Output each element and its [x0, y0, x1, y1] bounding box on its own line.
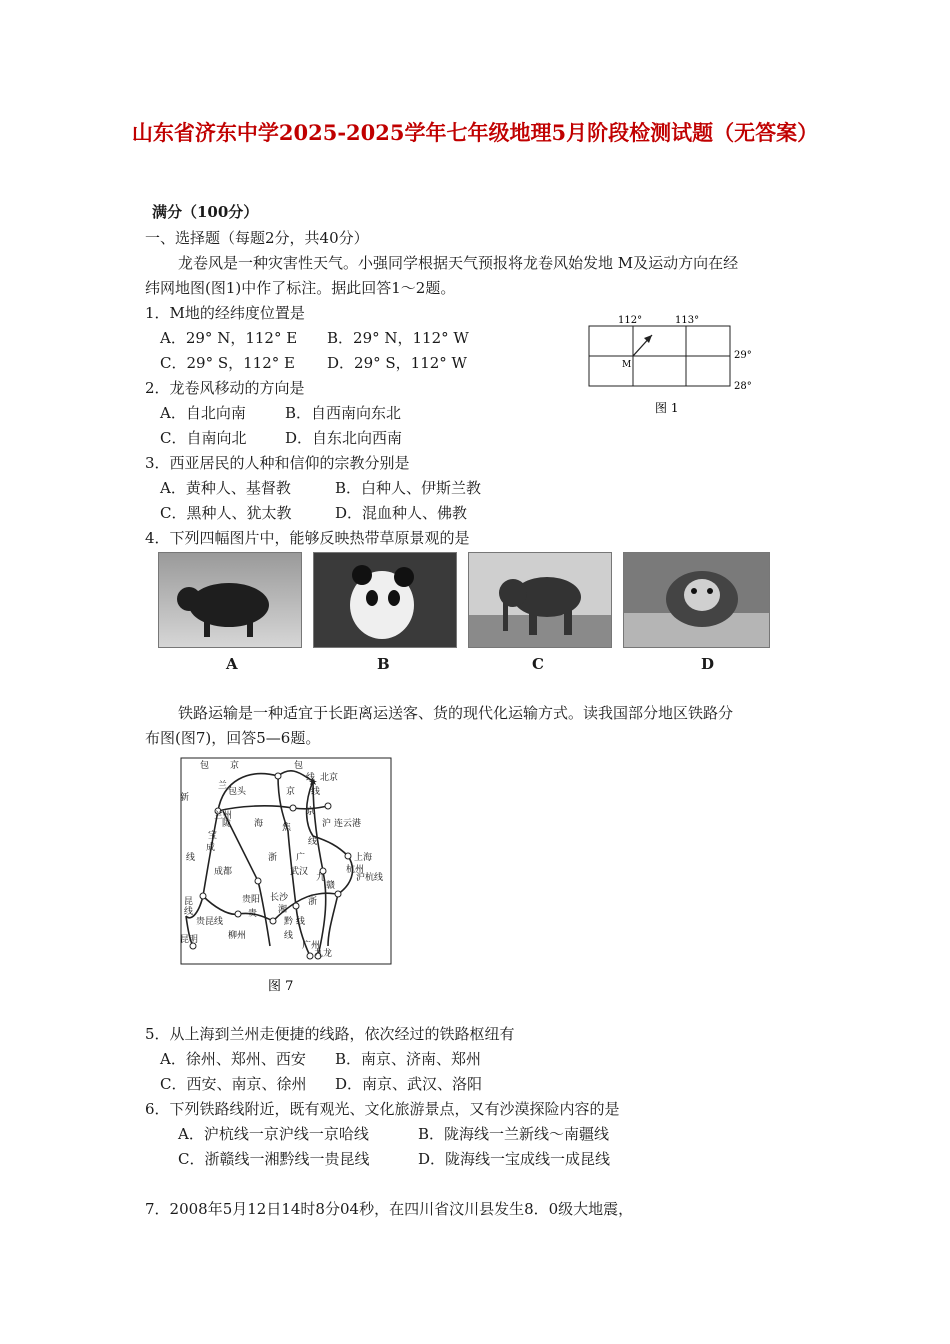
- q1-option-b: B．29° N，112° W: [327, 329, 469, 347]
- fig7-label: 线: [311, 787, 321, 797]
- fig7-label: 包头: [228, 787, 247, 797]
- q6-stem: 6．下列铁路线附近，既有观光、文化旅游景点，又有沙漠探险内容的是: [145, 1100, 620, 1118]
- q5-option-d: D．南京、武汉、洛阳: [335, 1075, 483, 1093]
- q1-option-a: A．29° N，112° E: [160, 329, 298, 347]
- fig7-label: 武汉: [290, 867, 309, 877]
- fig7-label: 柳州: [228, 931, 247, 941]
- photo-d-tiger: [623, 552, 770, 648]
- intro-line-1: 龙卷风是一种灾害性天气。小强同学根据天气预报将龙卷风始发地 M及运动方向在经: [178, 254, 739, 272]
- q3-option-d: D．混血种人、佛教: [335, 504, 468, 522]
- fig1-caption: 图 1: [655, 401, 679, 415]
- fig7-caption: 图 7: [268, 979, 294, 994]
- fig7-label: 九: [316, 873, 326, 883]
- fig1-lat-29: 29°: [734, 350, 752, 361]
- q2-option-d: D．自东北向西南: [285, 429, 403, 447]
- figure-7-railway-map: [178, 756, 394, 996]
- q1-option-c: C．29° S，112° E: [160, 354, 295, 372]
- fig7-label: 包: [294, 761, 304, 771]
- fig7-label: 线: [184, 907, 194, 917]
- document-title: 山东省济东中学2025-2025学年七年级地理5月阶段检测试题（无答案）: [131, 120, 819, 145]
- fig7-label: 线: [296, 917, 306, 927]
- fig7-label: 成都: [214, 867, 233, 877]
- q6-option-d: D．陇海线一宝成线一成昆线: [418, 1150, 611, 1168]
- intro2-line-2: 布图(图7)，回答5—6题。: [145, 729, 321, 747]
- fig7-label: 沪杭线: [356, 873, 384, 883]
- fig7-label: 广州: [302, 941, 321, 951]
- fig7-label: 湘: [278, 905, 288, 915]
- q2-option-a: A．自北向南: [160, 404, 246, 422]
- q3-option-c: C．黑种人、犹太教: [160, 504, 292, 522]
- fig7-label: 兰: [218, 781, 228, 791]
- fig1-lon-113: 113°: [675, 315, 700, 326]
- q6-option-c: C．浙赣线一湘黔线一贵昆线: [178, 1150, 370, 1168]
- q6-option-b: B．陇海线一兰新线～南疆线: [418, 1125, 610, 1143]
- fig7-label: 京: [306, 807, 316, 817]
- photo-label-c: C: [532, 655, 544, 673]
- fig1-lat-28: 28°: [734, 381, 752, 392]
- fig7-label: 北京: [320, 773, 339, 783]
- fig7-label: 九龙: [314, 949, 333, 959]
- q3-option-b: B．白种人、伊斯兰教: [335, 479, 482, 497]
- fig7-label: 浙: [268, 853, 278, 863]
- q5-option-b: B．南京、济南、郑州: [335, 1050, 482, 1068]
- fig7-label: 线: [308, 837, 318, 847]
- q4-stem: 4．下列四幅图片中，能够反映热带草原景观的是: [145, 529, 470, 547]
- full-score: 满分（100分）: [152, 203, 259, 221]
- q5-stem: 5．从上海到兰州走便捷的线路，依次经过的铁路枢纽有: [145, 1025, 515, 1043]
- fig7-label: 兰州: [214, 811, 233, 821]
- fig7-label: 海: [254, 819, 264, 829]
- intro-line-2: 纬网地图(图1)中作了标注。据此回答1～2题。: [145, 279, 456, 297]
- fig7-label: 连云港: [334, 819, 362, 829]
- section-heading: 一、选择题（每题2分，共40分）: [145, 229, 369, 247]
- fig7-label: 贵昆线: [196, 917, 224, 927]
- fig7-label: 成: [206, 843, 216, 853]
- fig7-label: 陇: [222, 819, 232, 829]
- photo-label-d: D: [701, 655, 715, 673]
- fig7-label: 宝: [208, 831, 218, 841]
- intro2-line-1: 铁路运输是一种适宜于长距离运送客、货的现代化运输方式。读我国部分地区铁路分: [178, 704, 734, 722]
- fig7-label: 上海: [354, 853, 373, 863]
- photo-label-a: A: [226, 655, 238, 673]
- fig7-label: 长沙: [270, 893, 289, 903]
- photo-label-b: B: [377, 655, 390, 673]
- fig7-label: 焦: [282, 823, 292, 833]
- q2-stem: 2．龙卷风移动的方向是: [145, 379, 305, 397]
- fig7-label: 线: [284, 931, 294, 941]
- fig1-lon-112: 112°: [618, 315, 643, 326]
- q6-option-a: A．沪杭线一京沪线一京哈线: [178, 1125, 369, 1143]
- fig7-label: 浙: [308, 897, 318, 907]
- fig1-point-m: M: [622, 360, 632, 370]
- fig7-label: 京: [286, 787, 296, 797]
- q2-option-c: C．自南向北: [160, 429, 247, 447]
- q2-option-b: B．自西南向东北: [285, 404, 402, 422]
- fig7-label: 广: [296, 853, 306, 863]
- photo-a-yak: [158, 552, 302, 648]
- photo-c-elephant: [468, 552, 612, 648]
- fig7-label: 新: [180, 793, 190, 803]
- fig7-label: 贵: [248, 909, 258, 919]
- fig7-label: 昆: [184, 897, 194, 907]
- photo-b-panda: [313, 552, 457, 648]
- q3-option-a: A．黄种人、基督教: [160, 479, 291, 497]
- q1-stem: 1．M地的经纬度位置是: [145, 304, 305, 322]
- fig7-label: 线: [306, 773, 316, 783]
- fig7-label: 线: [186, 853, 196, 863]
- q1-option-d: D．29° S，112° W: [327, 354, 467, 372]
- fig7-label: 包: [200, 761, 210, 771]
- q5-option-a: A．徐州、郑州、西安: [160, 1050, 306, 1068]
- fig7-label: 沪: [322, 819, 332, 829]
- fig7-label: 赣: [326, 881, 336, 891]
- figure-1-lat-lon-grid: [580, 308, 760, 418]
- fig7-label: 贵阳: [242, 895, 261, 905]
- fig7-label: 杭州: [346, 865, 365, 875]
- q3-stem: 3．西亚居民的人种和信仰的宗教分别是: [145, 454, 410, 472]
- fig7-label: 黔: [284, 917, 294, 927]
- fig7-label: 昆明: [180, 935, 199, 945]
- q7-stem: 7．2008年5月12日14时8分04秒，在四川省汶川县发生8．0级大地震，: [145, 1200, 634, 1218]
- fig7-label: 京: [230, 761, 240, 771]
- q5-option-c: C．西安、南京、徐州: [160, 1075, 307, 1093]
